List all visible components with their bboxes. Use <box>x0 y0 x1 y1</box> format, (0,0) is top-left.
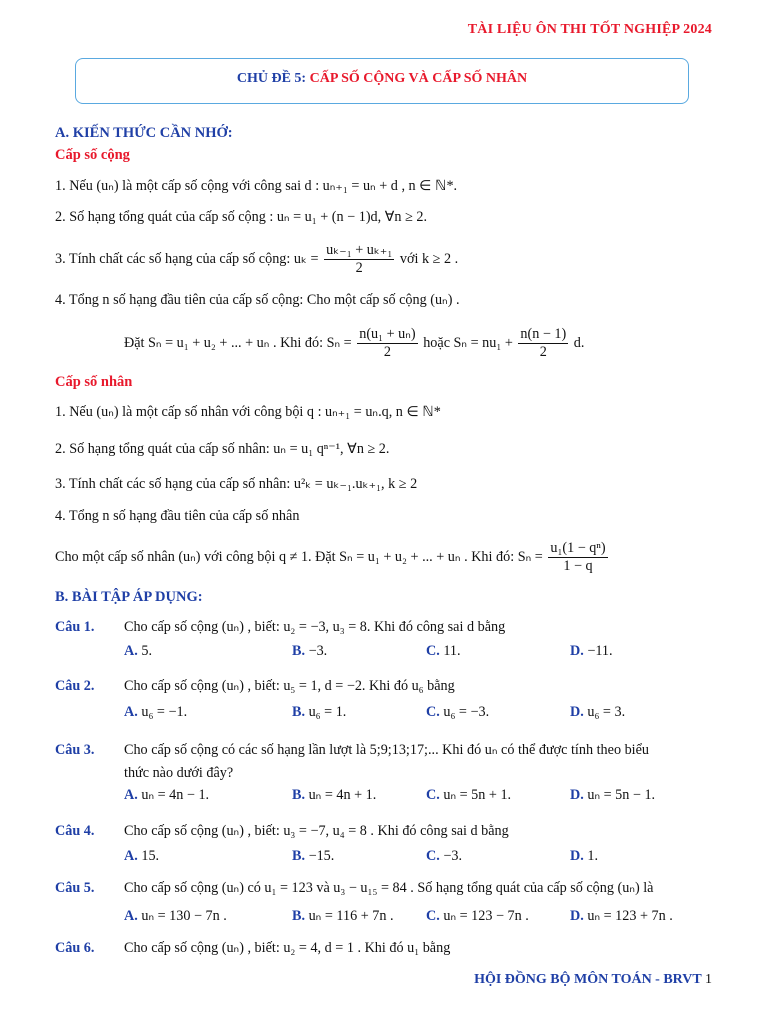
question-1-option-d[interactable] <box>570 643 613 660</box>
topic-title: CẤP SỐ CỘNG VÀ CẤP SỐ NHÂN <box>309 71 528 86</box>
option-d-label: D. <box>570 848 584 864</box>
page-number: 1 <box>705 972 712 987</box>
geo-4-denominator: 1 − q <box>563 558 593 574</box>
arith-item-1: 1. Nếu (uₙ) là một cấp số cộng với công sai d : uₙ₊₁ = uₙ + d , n ∈ ℕ*. <box>55 178 458 194</box>
question-3-option-b[interactable] <box>292 787 376 804</box>
question-2-text: Cho cấp số cộng (uₙ) , biết: u₅ = 1, d = −2. Khi đó u₆ bằng <box>124 678 455 694</box>
option-c-label: C. <box>426 848 440 864</box>
question-2-option-a[interactable] <box>124 704 187 721</box>
question-5-label: Câu 5. <box>55 880 95 896</box>
option-d-text: 1. <box>587 848 598 864</box>
option-d-text: uₙ = 123 + 7n . <box>587 908 673 924</box>
option-d-text: u₆ = 3. <box>587 704 626 720</box>
question-4-option-d[interactable] <box>570 848 598 865</box>
option-d-label: D. <box>570 908 584 924</box>
question-1-option-c[interactable] <box>426 643 461 660</box>
question-3-text-continued: thức nào dưới đây? <box>124 765 234 781</box>
arith-item-4-sum <box>124 326 584 361</box>
question-4-option-a[interactable] <box>124 848 159 865</box>
question-4-option-c[interactable] <box>426 848 462 865</box>
question-4-label: Câu 4. <box>55 823 95 839</box>
geo-item-2: 2. Số hạng tổng quát của cấp số nhân: uₙ = u₁ qⁿ⁻¹, ∀n ≥ 2. <box>55 441 390 457</box>
option-a-label: A. <box>124 643 138 659</box>
option-c-label: C. <box>426 787 440 803</box>
option-b-text: uₙ = 4n + 1. <box>308 787 377 803</box>
question-5-option-d[interactable] <box>570 908 673 925</box>
question-5-option-b[interactable] <box>292 908 394 925</box>
topic-box <box>75 58 689 104</box>
question-2-label: Câu 2. <box>55 678 95 694</box>
question-3-option-d[interactable] <box>570 787 655 804</box>
geo-item-4: 4. Tổng n số hạng đầu tiên của cấp số nhân <box>55 508 300 524</box>
arith-4-fraction-2 <box>518 326 568 361</box>
option-d-label: D. <box>570 643 584 659</box>
option-b-label: B. <box>292 908 306 924</box>
option-a-text: 5. <box>141 643 152 659</box>
option-d-label: D. <box>570 704 584 720</box>
option-d-text: uₙ = 5n − 1. <box>587 787 656 803</box>
option-c-label: C. <box>426 908 440 924</box>
option-b-text: u₆ = 1. <box>308 704 347 720</box>
geo-item-4-sum <box>55 540 610 575</box>
geo-item-3: 3. Tính chất các số hạng của cấp số nhân: u²ₖ = uₖ₋₁.uₖ₊₁, k ≥ 2 <box>55 476 418 492</box>
option-b-label: B. <box>292 848 306 864</box>
question-3-label: Câu 3. <box>55 742 95 758</box>
question-2-option-c[interactable] <box>426 704 489 721</box>
question-5-option-c[interactable] <box>426 908 529 925</box>
question-1-option-a[interactable] <box>124 643 152 660</box>
question-5-text: Cho cấp số cộng (uₙ) có u₁ = 123 và u₃ − u₁₅ = 84 . Số hạng tổng quát của cấp số cộng (uₙ) là <box>124 880 654 896</box>
option-d-text: −11. <box>587 643 613 659</box>
arith-3-lhs: uₖ = <box>293 250 319 267</box>
arith-4-post: d. <box>573 334 585 351</box>
arith-3-post: với k ≥ 2 . <box>399 250 459 267</box>
geo-item-1: 1. Nếu (uₙ) là một cấp số nhân với công bội q : uₙ₊₁ = uₙ.q, n ∈ ℕ* <box>55 404 441 420</box>
option-c-text: −3. <box>443 848 462 864</box>
option-c-text: uₙ = 5n + 1. <box>443 787 512 803</box>
document-footer <box>474 972 712 988</box>
option-c-text: u₆ = −3. <box>443 704 490 720</box>
option-c-text: uₙ = 123 − 7n . <box>443 908 529 924</box>
arith-4-num-2: n(n − 1) <box>520 326 567 342</box>
arith-3-denominator: 2 <box>355 260 363 276</box>
question-3-text: Cho cấp số cộng có các số hạng lần lượt là 5;9;13;17;... Khi đó uₙ có thể được tính theo biểu <box>124 742 650 758</box>
option-a-label: A. <box>124 848 138 864</box>
question-1-label: Câu 1. <box>55 619 95 635</box>
option-a-text: 15. <box>141 848 160 864</box>
question-2-option-b[interactable] <box>292 704 346 721</box>
arith-3-pre: 3. Tính chất các số hạng của cấp số cộng: <box>55 250 294 267</box>
question-6-text: Cho cấp số cộng (uₙ) , biết: u₂ = 4, d = 1 . Khi đó u₁ bằng <box>124 940 451 956</box>
option-b-label: B. <box>292 704 306 720</box>
option-b-label: B. <box>292 787 306 803</box>
arith-3-fraction <box>324 242 394 277</box>
section-a-title: A. KIẾN THỨC CẦN NHỚ: <box>55 125 233 141</box>
question-6-label: Câu 6. <box>55 940 95 956</box>
question-2-option-d[interactable] <box>570 704 625 721</box>
option-b-text: −3. <box>308 643 328 659</box>
option-b-text: uₙ = 116 + 7n . <box>308 908 394 924</box>
option-b-label: B. <box>292 643 306 659</box>
arith-4-mid: hoặc Sₙ = nu₁ + <box>423 334 513 351</box>
arith-4-den-1: 2 <box>383 344 391 360</box>
option-a-label: A. <box>124 908 138 924</box>
question-3-option-a[interactable] <box>124 787 209 804</box>
arith-3-numerator: uₖ₋₁ + uₖ₊₁ <box>326 242 393 258</box>
arith-item-4: 4. Tổng n số hạng đầu tiên của cấp số cộng: Cho một cấp số cộng (uₙ) . <box>55 292 460 308</box>
arith-item-3 <box>55 242 458 277</box>
section-b-title: B. BÀI TẬP ÁP DỤNG: <box>55 589 203 605</box>
option-d-label: D. <box>570 787 584 803</box>
question-4-text: Cho cấp số cộng (uₙ) , biết: u₃ = −7, u₄ = 8 . Khi đó công sai d bằng <box>124 823 509 839</box>
geo-4-fraction <box>548 540 607 575</box>
option-c-label: C. <box>426 704 440 720</box>
question-1-text: Cho cấp số cộng (uₙ) , biết: u₂ = −3, u₃ = 8. Khi đó công sai d bằng <box>124 619 506 635</box>
geo-title: Cấp số nhân <box>55 374 133 390</box>
document-header: TÀI LIỆU ÔN THI TỐT NGHIỆP 2024 <box>467 22 712 37</box>
question-5-option-a[interactable] <box>124 908 227 925</box>
question-1-option-b[interactable] <box>292 643 327 660</box>
geo-4-numerator: u₁(1 − qⁿ) <box>550 540 606 556</box>
arith-4-num-1: n(u₁ + uₙ) <box>359 326 416 342</box>
arith-4-pre: Đặt Sₙ = u₁ + u₂ + ... + uₙ . Khi đó: Sₙ = <box>124 334 352 351</box>
arith-4-den-2: 2 <box>539 344 547 360</box>
option-a-text: u₆ = −1. <box>141 704 188 720</box>
option-a-text: uₙ = 4n − 1. <box>141 787 210 803</box>
option-a-text: uₙ = 130 − 7n . <box>141 908 227 924</box>
option-a-label: A. <box>124 787 138 803</box>
question-3-option-c[interactable] <box>426 787 511 804</box>
geo-4-pre: Cho một cấp số nhân (uₙ) với công bội q ≠ 1. Đặt Sₙ = u₁ + u₂ + ... + uₙ . Khi đó: Sₙ = <box>55 548 543 565</box>
option-a-label: A. <box>124 704 138 720</box>
question-4-option-b[interactable] <box>292 848 334 865</box>
option-c-text: 11. <box>443 643 461 659</box>
arith-4-fraction-1 <box>357 326 417 361</box>
option-b-text: −15. <box>308 848 335 864</box>
topic-label: CHỦ ĐỀ 5: <box>236 71 307 86</box>
arith-item-2: 2. Số hạng tổng quát của cấp số cộng : uₙ = u₁ + (n − 1)d, ∀n ≥ 2. <box>55 209 428 225</box>
arith-title: Cấp số cộng <box>55 147 130 163</box>
footer-text: HỘI ĐỒNG BỘ MÔN TOÁN - BRVT <box>474 972 702 987</box>
option-c-label: C. <box>426 643 440 659</box>
